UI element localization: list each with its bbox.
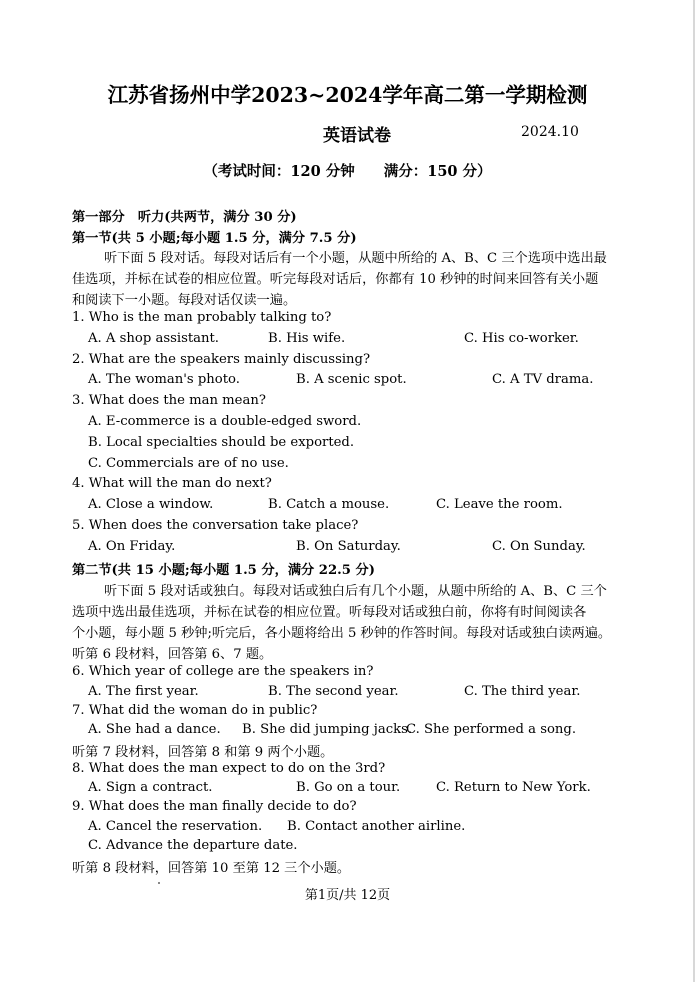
question-text: 6. Which year of college are the speakers in?: [72, 664, 374, 679]
option-a: A. The woman's photo.: [88, 372, 240, 387]
option-a: A. Cancel the reservation.: [88, 819, 263, 834]
option-a: A. The first year.: [88, 684, 199, 699]
exam-info: （考试时间：120 分钟 满分：150 分）: [203, 163, 492, 180]
exam-date: 2024.10: [521, 124, 579, 140]
option-b: B. A scenic spot.: [296, 372, 407, 387]
section2-heading: 第二节(共 15 小题;每小题 1.5 分，满分 22.5 分): [72, 563, 375, 578]
option-a: A. A shop assistant.: [88, 331, 219, 346]
option-b: B. Go on a tour.: [296, 780, 401, 795]
option-a: A. On Friday.: [88, 539, 176, 554]
option-a: A. E-commerce is a double-edged sword.: [88, 414, 362, 429]
material-note: 听第 6 段材料，回答第 6、7 题。: [72, 647, 273, 662]
option-c: C. The third year.: [464, 684, 581, 699]
question-text: 3. What does the man mean?: [72, 393, 266, 408]
section2-instruction-line: 听下面 5 段对话或独白。每段对话或独白后有几个小题，从题中所给的 A、B、C 三个: [104, 584, 607, 599]
question-text: 5. When does the conversation take place?: [72, 518, 359, 533]
option-a: A. Sign a contract.: [88, 780, 213, 795]
material-note: 听第 8 段材料，回答第 10 至第 12 三个小题。: [72, 861, 351, 876]
option-a: A. She had a dance.: [88, 722, 221, 737]
question-text: 8. What does the man expect to do on the 3rd?: [72, 761, 386, 776]
option-c: C. A TV drama.: [492, 372, 594, 387]
section1-instruction-line: 佳选项，并标在试卷的相应位置。听完每段对话后，你都有 10 秒钟的时间来回答有关小题: [72, 272, 599, 287]
section1-heading: 第一节(共 5 小题;每小题 1.5 分，满分 7.5 分): [72, 231, 357, 246]
question-text: 2. What are the speakers mainly discussing?: [72, 352, 371, 367]
option-a: A. Close a window.: [88, 497, 214, 512]
page-number: 第1页/共 12页: [304, 888, 391, 903]
option-c: C. On Sunday.: [492, 539, 586, 554]
exam-title: 江苏省扬州中学2023~2024学年高二第一学期检测: [107, 83, 588, 107]
option-b: B. The second year.: [268, 684, 399, 699]
option-c: C. She performed a song.: [406, 722, 577, 737]
option-c: C. Advance the departure date.: [88, 838, 298, 853]
option-c: C. Commercials are of no use.: [88, 456, 289, 471]
option-b: B. She did jumping jacks.: [242, 722, 413, 737]
section1-instruction-line: 听下面 5 段对话。每段对话后有一个小题，从题中所给的 A、B、C 三个选项中选出最: [104, 251, 607, 266]
question-text: 4. What will the man do next?: [72, 476, 272, 491]
option-c: C. Return to New York.: [436, 780, 591, 795]
exam-subtitle: 英语试卷: [323, 126, 391, 146]
section2-instruction-line: 选项中选出最佳选项，并标在试卷的相应位置。听每段对话或独白前，你将有时间阅读各: [72, 605, 587, 620]
section2-instruction-line: 个小题，每小题 5 秒钟;听完后，各小题将给出 5 秒钟的作答时间。每段对话或独白读两遍。: [72, 626, 612, 641]
part1-heading: 第一部分 听力(共两节，满分 30 分): [72, 210, 297, 225]
option-b: B. On Saturday.: [296, 539, 401, 554]
material-note: 听第 7 段材料，回答第 8 和第 9 两个小题。: [72, 745, 334, 760]
option-c: C. His co-worker.: [464, 331, 579, 346]
option-b: B. His wife.: [268, 331, 346, 346]
option-c: C. Leave the room.: [436, 497, 563, 512]
question-text: 1. Who is the man probably talking to?: [72, 310, 332, 325]
section1-instruction-line: 和阅读下一小题。每段对话仅读一遍。: [72, 293, 297, 308]
option-b: B. Local specialties should be exported.: [88, 435, 355, 450]
option-b: B. Catch a mouse.: [268, 497, 390, 512]
question-text: 9. What does the man finally decide to do?: [72, 799, 357, 814]
option-b: B. Contact another airline.: [287, 819, 466, 834]
question-text: 7. What did the woman do in public?: [72, 703, 318, 718]
